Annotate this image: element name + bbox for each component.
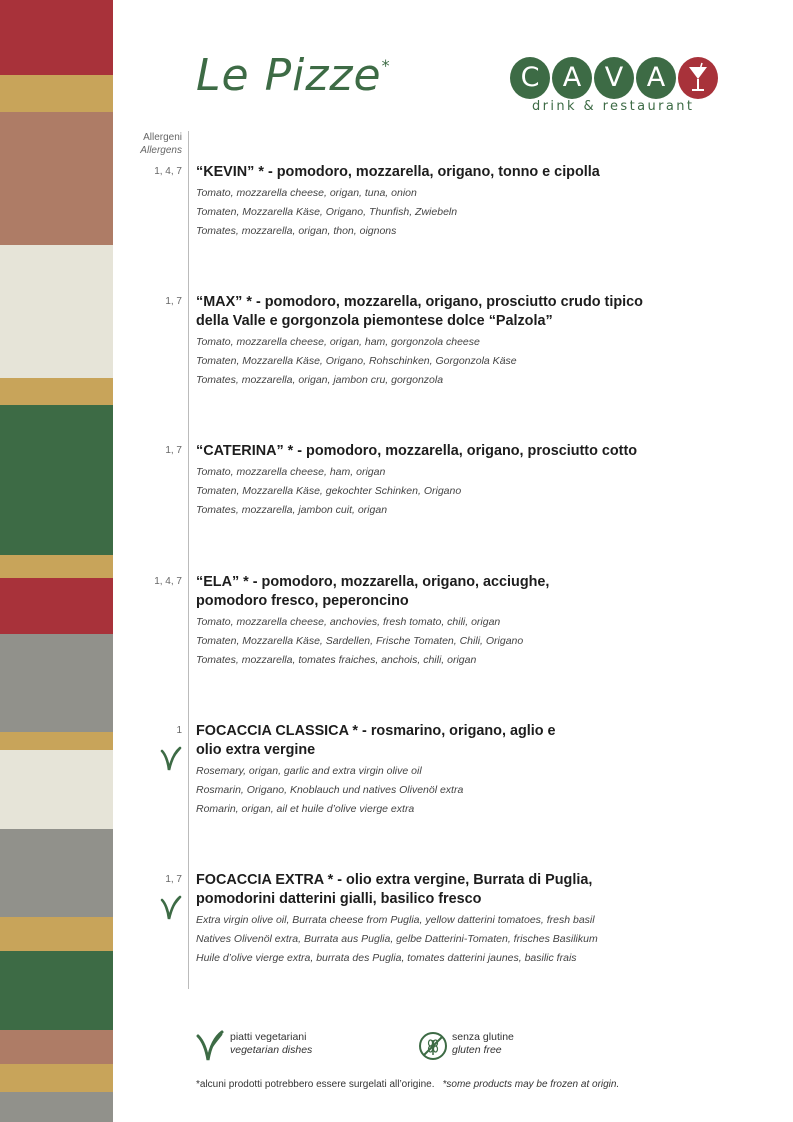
item-translations bbox=[196, 613, 736, 670]
stripe bbox=[0, 555, 113, 578]
translation-line: Tomato, mozzarella cheese, anchovies, fresh tomato, chili, origan bbox=[196, 616, 501, 628]
stripe bbox=[0, 1030, 113, 1064]
translation-line: Romarin, origan, ail et huile d’olive vierge extra bbox=[196, 803, 415, 815]
cocktail-glass-icon bbox=[678, 57, 718, 99]
stripe bbox=[0, 732, 113, 750]
allergens-label-en: Allergens bbox=[140, 145, 182, 156]
item-name bbox=[196, 293, 716, 331]
stripe bbox=[0, 378, 113, 405]
item-name bbox=[196, 722, 716, 760]
footnote bbox=[196, 1079, 619, 1090]
allergen-codes: 1, 7 bbox=[165, 874, 182, 885]
translation-line: Tomaten, Mozzarella Käse, Origano, Thunfish, Zwiebeln bbox=[196, 206, 458, 218]
item-name-line: della Valle e gorgonzola piemontese dolce “Palzola” bbox=[196, 313, 553, 329]
stripe bbox=[0, 634, 113, 732]
stripe bbox=[0, 951, 113, 1030]
vegetarian-icon bbox=[160, 895, 182, 921]
item-name bbox=[196, 163, 716, 182]
item-name-line: FOCACCIA EXTRA * - olio extra vergine, Burrata di Puglia, bbox=[196, 872, 593, 888]
stripe bbox=[0, 245, 113, 378]
translation-line: Rosmarin, Origano, Knoblauch und natives Olivenöl extra bbox=[196, 784, 464, 796]
item-name bbox=[196, 871, 716, 909]
translation-line: Tomaten, Mozzarella Käse, Sardellen, Frische Tomaten, Chili, Origano bbox=[196, 635, 524, 647]
decorative-stripes bbox=[0, 0, 113, 1122]
item-translations bbox=[196, 911, 736, 968]
translation-line: Natives Olivenöl extra, Burrata aus Puglia, gelbe Datterini-Tomaten, frisches Basilikum bbox=[196, 933, 598, 945]
allergens-header bbox=[118, 131, 182, 157]
translation-line: Extra virgin olive oil, Burrata cheese from Puglia, yellow datterini tomatoes, fresh basil bbox=[196, 914, 595, 926]
allergen-codes: 1 bbox=[176, 725, 182, 736]
vegetarian-icon bbox=[196, 1030, 224, 1062]
stripe bbox=[0, 112, 113, 245]
translation-line: Huile d’olive vierge extra, burrata des Puglia, tomates datterini jaunes, basilic frais bbox=[196, 952, 577, 964]
allergen-codes: 1, 4, 7 bbox=[154, 166, 182, 177]
translation-line: Tomaten, Mozzarella Käse, Origano, Rohschinken, Gorgonzola Käse bbox=[196, 355, 517, 367]
divider-line bbox=[188, 131, 189, 989]
item-name-line: “CATERINA” * - pomodoro, mozzarella, origano, prosciutto cotto bbox=[196, 443, 638, 459]
vegetarian-icon bbox=[160, 746, 182, 772]
stripe bbox=[0, 0, 113, 75]
translation-line: Tomates, mozzarella, tomates fraiches, anchois, chili, origan bbox=[196, 654, 477, 666]
item-translations bbox=[196, 762, 736, 819]
stripe bbox=[0, 917, 113, 951]
translation-line: Tomates, mozzarella, origan, thon, oignons bbox=[196, 225, 397, 237]
stripe bbox=[0, 1064, 113, 1092]
gluten-free-icon bbox=[418, 1031, 448, 1061]
item-translations bbox=[196, 184, 736, 241]
allergen-codes: 1, 7 bbox=[165, 445, 182, 456]
allergen-codes: 1, 7 bbox=[165, 296, 182, 307]
logo-letter: A bbox=[552, 57, 592, 99]
stripe bbox=[0, 750, 113, 829]
stripe bbox=[0, 405, 113, 555]
logo-letter: A bbox=[636, 57, 676, 99]
item-name bbox=[196, 442, 716, 461]
item-name-line: “MAX” * - pomodoro, mozzarella, origano, prosciutto crudo tipico bbox=[196, 294, 643, 310]
translation-line: Tomates, mozzarella, jambon cuit, origan bbox=[196, 504, 388, 516]
logo-letter: C bbox=[510, 57, 550, 99]
translation-line: Tomato, mozzarella cheese, origan, tuna, onion bbox=[196, 187, 417, 199]
item-name-line: pomodorini datterini gialli, basilico fresco bbox=[196, 891, 482, 907]
item-name-line: FOCACCIA CLASSICA * - rosmarino, origano, aglio e bbox=[196, 723, 556, 739]
item-name-line: “KEVIN” * - pomodoro, mozzarella, origano, tonno e cipolla bbox=[196, 164, 600, 180]
item-translations bbox=[196, 333, 736, 390]
footnote-it: *alcuni prodotti potrebbero essere surgelati all’origine. bbox=[196, 1079, 435, 1090]
translation-line: Tomaten, Mozzarella Käse, gekochter Schinken, Origano bbox=[196, 485, 462, 497]
allergen-codes: 1, 4, 7 bbox=[154, 576, 182, 587]
allergens-label-it: Allergeni bbox=[143, 132, 182, 143]
translation-line: Tomato, mozzarella cheese, ham, origan bbox=[196, 466, 386, 478]
stripe bbox=[0, 1092, 113, 1122]
translation-line: Tomates, mozzarella, origan, jambon cru, gorgonzola bbox=[196, 374, 444, 386]
stripe bbox=[0, 578, 113, 634]
translation-line: Tomato, mozzarella cheese, origan, ham, gorgonzola cheese bbox=[196, 336, 480, 348]
translation-line: Rosemary, origan, garlic and extra virgin olive oil bbox=[196, 765, 422, 777]
stripe bbox=[0, 829, 113, 917]
page-title: Le Pizze* bbox=[196, 50, 391, 101]
logo-subtitle: drink & restaurant bbox=[532, 99, 695, 114]
item-name-line: “ELA” * - pomodoro, mozzarella, origano, acciughe, bbox=[196, 574, 550, 590]
item-name-line: olio extra vergine bbox=[196, 742, 316, 758]
item-translations bbox=[196, 463, 736, 520]
logo-letter: V bbox=[594, 57, 634, 99]
stripe bbox=[0, 75, 113, 112]
item-name bbox=[196, 573, 716, 611]
footnote-en: *some products may be frozen at origin. bbox=[442, 1079, 620, 1090]
legend: piatti vegetariani vegetarian dishes senza glutine gluten free bbox=[196, 1030, 736, 1064]
item-name-line: pomodoro fresco, peperoncino bbox=[196, 593, 409, 609]
cava-logo bbox=[510, 57, 720, 117]
